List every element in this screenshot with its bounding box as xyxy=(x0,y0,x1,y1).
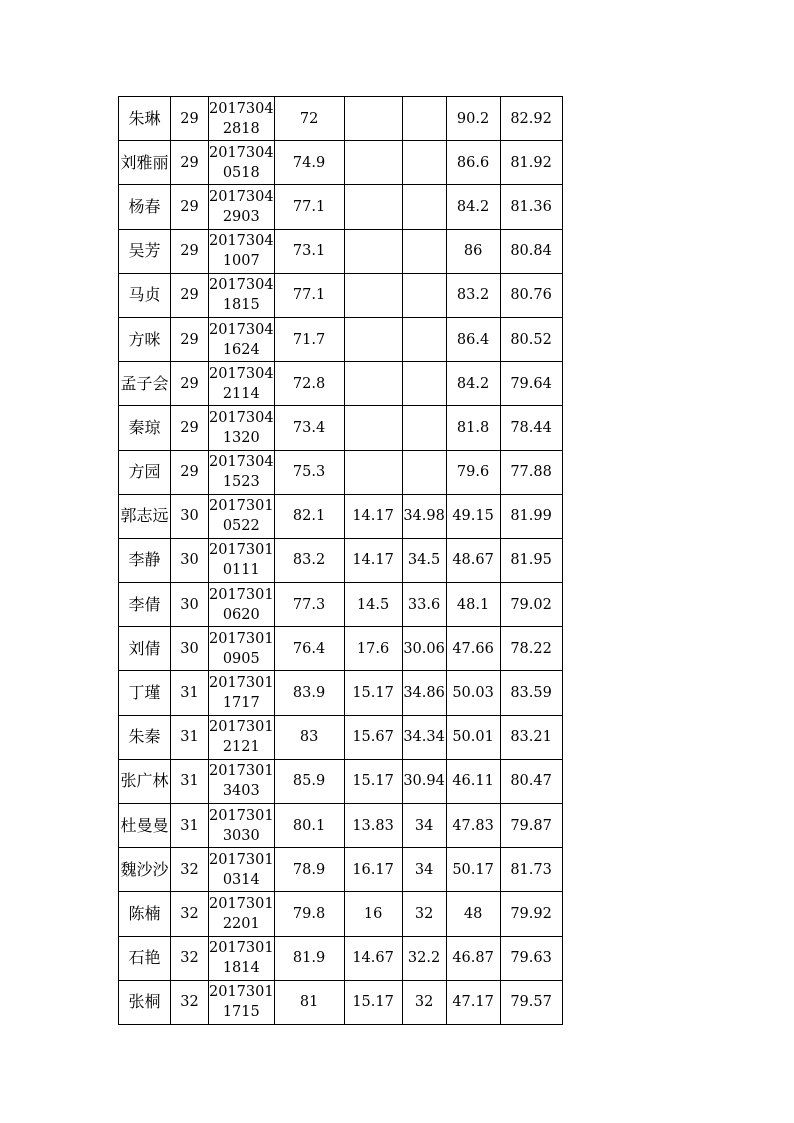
group-cell: 29 xyxy=(171,141,209,185)
table-row xyxy=(119,273,563,317)
name-cell: 陈楠 xyxy=(119,892,171,936)
interview-score-cell: 50.01 xyxy=(446,715,500,759)
sub-score-a-cell: 15.17 xyxy=(344,671,402,715)
sub-score-a-cell xyxy=(344,141,402,185)
interview-score-cell: 47.66 xyxy=(446,627,500,671)
candidate-id-part: 1320 xyxy=(222,429,260,446)
name-cell: 秦琼 xyxy=(119,406,171,450)
sub-score-a-cell: 14.5 xyxy=(344,583,402,627)
group-cell: 32 xyxy=(171,892,209,936)
table-row xyxy=(119,804,563,848)
candidate-id-part: 3403 xyxy=(222,783,260,800)
total-score-cell: 83.59 xyxy=(500,671,562,715)
written-score-cell: 80.1 xyxy=(274,804,344,848)
group-cell: 30 xyxy=(171,538,209,582)
candidate-id-part: 2017304 xyxy=(209,321,274,338)
name-cell: 魏沙沙 xyxy=(119,848,171,892)
interview-score-cell: 48.67 xyxy=(446,538,500,582)
total-score-cell: 80.76 xyxy=(500,273,562,317)
sub-score-b-cell xyxy=(402,229,446,273)
written-score-cell: 78.9 xyxy=(274,848,344,892)
candidate-id-part: 0522 xyxy=(222,518,260,535)
candidate-id-part: 2017304 xyxy=(209,409,274,426)
group-cell: 31 xyxy=(171,759,209,803)
name-cell: 刘倩 xyxy=(119,627,171,671)
table-row xyxy=(119,494,563,538)
table-row xyxy=(119,936,563,980)
candidate-id-cell xyxy=(209,848,275,892)
candidate-id-cell xyxy=(209,538,275,582)
candidate-id-part: 2017304 xyxy=(209,277,274,294)
table-row xyxy=(119,538,563,582)
candidate-id-part: 2017301 xyxy=(209,807,274,824)
name-cell: 李倩 xyxy=(119,583,171,627)
candidate-id-cell xyxy=(209,273,275,317)
group-cell: 32 xyxy=(171,980,209,1024)
sub-score-a-cell xyxy=(344,97,402,141)
group-cell: 29 xyxy=(171,185,209,229)
candidate-id-part: 2121 xyxy=(222,739,260,756)
candidate-id-part: 1815 xyxy=(222,297,260,314)
candidate-id-part: 1007 xyxy=(222,253,260,270)
candidate-id-part: 2903 xyxy=(222,208,260,225)
candidate-id-part: 1814 xyxy=(222,960,260,977)
table-row xyxy=(119,229,563,273)
interview-score-cell: 84.2 xyxy=(446,185,500,229)
table-row xyxy=(119,583,563,627)
table-row xyxy=(119,848,563,892)
candidate-id-part: 2017301 xyxy=(209,763,274,780)
interview-score-cell: 83.2 xyxy=(446,273,500,317)
name-cell: 李静 xyxy=(119,538,171,582)
score-table xyxy=(118,96,563,1025)
sub-score-a-cell xyxy=(344,317,402,361)
sub-score-a-cell: 14.17 xyxy=(344,494,402,538)
sub-score-a-cell xyxy=(344,185,402,229)
interview-score-cell: 46.11 xyxy=(446,759,500,803)
sub-score-b-cell: 34.86 xyxy=(402,671,446,715)
table-row xyxy=(119,406,563,450)
name-cell: 丁瑾 xyxy=(119,671,171,715)
name-cell: 杨春 xyxy=(119,185,171,229)
sub-score-b-cell xyxy=(402,406,446,450)
candidate-id-part: 0620 xyxy=(222,606,260,623)
table-row xyxy=(119,759,563,803)
name-cell: 张桐 xyxy=(119,980,171,1024)
total-score-cell: 78.22 xyxy=(500,627,562,671)
written-score-cell: 75.3 xyxy=(274,450,344,494)
candidate-id-cell xyxy=(209,980,275,1024)
candidate-id-part: 2017301 xyxy=(209,851,274,868)
candidate-id-cell xyxy=(209,185,275,229)
name-cell: 石艳 xyxy=(119,936,171,980)
written-score-cell: 83.9 xyxy=(274,671,344,715)
sub-score-a-cell xyxy=(344,406,402,450)
name-cell: 朱秦 xyxy=(119,715,171,759)
written-score-cell: 77.1 xyxy=(274,273,344,317)
total-score-cell: 80.84 xyxy=(500,229,562,273)
interview-score-cell: 79.6 xyxy=(446,450,500,494)
sub-score-b-cell: 34.98 xyxy=(402,494,446,538)
candidate-id-part: 2017301 xyxy=(209,940,274,957)
candidate-id-part: 1523 xyxy=(222,474,260,491)
candidate-id-cell xyxy=(209,936,275,980)
group-cell: 29 xyxy=(171,450,209,494)
name-cell: 方咪 xyxy=(119,317,171,361)
candidate-id-part: 2201 xyxy=(222,915,260,932)
sub-score-b-cell: 34 xyxy=(402,804,446,848)
sub-score-a-cell xyxy=(344,273,402,317)
group-cell: 30 xyxy=(171,583,209,627)
interview-score-cell: 86.4 xyxy=(446,317,500,361)
sub-score-b-cell xyxy=(402,185,446,229)
name-cell: 刘雅丽 xyxy=(119,141,171,185)
sub-score-a-cell: 15.17 xyxy=(344,759,402,803)
name-cell: 吴芳 xyxy=(119,229,171,273)
candidate-id-cell xyxy=(209,715,275,759)
sub-score-b-cell xyxy=(402,97,446,141)
name-cell: 方园 xyxy=(119,450,171,494)
group-cell: 31 xyxy=(171,715,209,759)
table-row xyxy=(119,892,563,936)
interview-score-cell: 47.83 xyxy=(446,804,500,848)
candidate-id-cell xyxy=(209,583,275,627)
group-cell: 29 xyxy=(171,229,209,273)
sub-score-b-cell: 32.2 xyxy=(402,936,446,980)
sub-score-b-cell xyxy=(402,317,446,361)
name-cell: 孟子会 xyxy=(119,362,171,406)
candidate-id-cell xyxy=(209,494,275,538)
total-score-cell: 81.95 xyxy=(500,538,562,582)
candidate-id-part: 2017301 xyxy=(209,542,274,559)
group-cell: 31 xyxy=(171,671,209,715)
candidate-id-cell xyxy=(209,671,275,715)
sub-score-a-cell: 14.17 xyxy=(344,538,402,582)
table-row xyxy=(119,715,563,759)
sub-score-b-cell: 34 xyxy=(402,848,446,892)
total-score-cell: 79.63 xyxy=(500,936,562,980)
total-score-cell: 79.02 xyxy=(500,583,562,627)
total-score-cell: 81.99 xyxy=(500,494,562,538)
table-row xyxy=(119,627,563,671)
sub-score-b-cell: 30.06 xyxy=(402,627,446,671)
table-row xyxy=(119,450,563,494)
written-score-cell: 81 xyxy=(274,980,344,1024)
sub-score-a-cell: 17.6 xyxy=(344,627,402,671)
name-cell: 郭志远 xyxy=(119,494,171,538)
sub-score-b-cell: 34.34 xyxy=(402,715,446,759)
written-score-cell: 85.9 xyxy=(274,759,344,803)
sub-score-b-cell: 30.94 xyxy=(402,759,446,803)
written-score-cell: 76.4 xyxy=(274,627,344,671)
written-score-cell: 71.7 xyxy=(274,317,344,361)
group-cell: 32 xyxy=(171,848,209,892)
candidate-id-part: 3030 xyxy=(222,827,260,844)
candidate-id-cell xyxy=(209,362,275,406)
candidate-id-part: 1717 xyxy=(222,695,260,712)
sub-score-a-cell: 13.83 xyxy=(344,804,402,848)
sub-score-b-cell xyxy=(402,141,446,185)
written-score-cell: 73.1 xyxy=(274,229,344,273)
interview-score-cell: 86.6 xyxy=(446,141,500,185)
candidate-id-part: 2017304 xyxy=(209,188,274,205)
table-row xyxy=(119,97,563,141)
written-score-cell: 79.8 xyxy=(274,892,344,936)
candidate-id-cell xyxy=(209,406,275,450)
table-row xyxy=(119,362,563,406)
total-score-cell: 79.64 xyxy=(500,362,562,406)
candidate-id-part: 0314 xyxy=(222,871,260,888)
candidate-id-cell xyxy=(209,317,275,361)
candidate-id-part: 2017304 xyxy=(209,365,274,382)
sub-score-b-cell: 32 xyxy=(402,980,446,1024)
written-score-cell: 81.9 xyxy=(274,936,344,980)
group-cell: 29 xyxy=(171,97,209,141)
candidate-id-part: 0905 xyxy=(222,650,260,667)
table-row xyxy=(119,671,563,715)
total-score-cell: 80.47 xyxy=(500,759,562,803)
sub-score-a-cell: 14.67 xyxy=(344,936,402,980)
candidate-id-part: 2017304 xyxy=(209,233,274,250)
interview-score-cell: 81.8 xyxy=(446,406,500,450)
total-score-cell: 81.92 xyxy=(500,141,562,185)
written-score-cell: 72.8 xyxy=(274,362,344,406)
written-score-cell: 77.3 xyxy=(274,583,344,627)
table-row xyxy=(119,980,563,1024)
total-score-cell: 79.92 xyxy=(500,892,562,936)
sub-score-a-cell: 15.17 xyxy=(344,980,402,1024)
candidate-id-cell xyxy=(209,804,275,848)
sub-score-a-cell xyxy=(344,450,402,494)
group-cell: 30 xyxy=(171,627,209,671)
candidate-id-part: 2017301 xyxy=(209,498,274,515)
candidate-id-part: 2017301 xyxy=(209,895,274,912)
written-score-cell: 82.1 xyxy=(274,494,344,538)
sub-score-a-cell: 16 xyxy=(344,892,402,936)
table-row xyxy=(119,317,563,361)
table-row xyxy=(119,141,563,185)
sub-score-a-cell: 15.67 xyxy=(344,715,402,759)
interview-score-cell: 84.2 xyxy=(446,362,500,406)
candidate-id-cell xyxy=(209,97,275,141)
sub-score-b-cell: 32 xyxy=(402,892,446,936)
total-score-cell: 79.57 xyxy=(500,980,562,1024)
candidate-id-part: 2114 xyxy=(222,385,260,402)
interview-score-cell: 47.17 xyxy=(446,980,500,1024)
candidate-id-part: 2017304 xyxy=(209,100,274,117)
interview-score-cell: 50.17 xyxy=(446,848,500,892)
written-score-cell: 83 xyxy=(274,715,344,759)
interview-score-cell: 50.03 xyxy=(446,671,500,715)
candidate-id-part: 2017301 xyxy=(209,586,274,603)
group-cell: 29 xyxy=(171,317,209,361)
sub-score-b-cell xyxy=(402,273,446,317)
candidate-id-cell xyxy=(209,141,275,185)
group-cell: 31 xyxy=(171,804,209,848)
name-cell: 马贞 xyxy=(119,273,171,317)
candidate-id-part: 2017304 xyxy=(209,454,274,471)
candidate-id-part: 2017301 xyxy=(209,675,274,692)
candidate-id-part: 0518 xyxy=(222,164,260,181)
total-score-cell: 80.52 xyxy=(500,317,562,361)
candidate-id-part: 2017301 xyxy=(209,630,274,647)
candidate-id-part: 2818 xyxy=(222,120,260,137)
written-score-cell: 77.1 xyxy=(274,185,344,229)
group-cell: 29 xyxy=(171,406,209,450)
candidate-id-part: 2017304 xyxy=(209,144,274,161)
candidate-id-part: 2017301 xyxy=(209,719,274,736)
interview-score-cell: 90.2 xyxy=(446,97,500,141)
table-body xyxy=(119,97,563,1025)
written-score-cell: 74.9 xyxy=(274,141,344,185)
total-score-cell: 81.36 xyxy=(500,185,562,229)
name-cell: 杜曼曼 xyxy=(119,804,171,848)
interview-score-cell: 48 xyxy=(446,892,500,936)
interview-score-cell: 48.1 xyxy=(446,583,500,627)
sub-score-a-cell xyxy=(344,362,402,406)
sub-score-b-cell: 34.5 xyxy=(402,538,446,582)
candidate-id-cell xyxy=(209,627,275,671)
group-cell: 32 xyxy=(171,936,209,980)
total-score-cell: 79.87 xyxy=(500,804,562,848)
candidate-id-part: 1624 xyxy=(222,341,260,358)
written-score-cell: 73.4 xyxy=(274,406,344,450)
written-score-cell: 72 xyxy=(274,97,344,141)
total-score-cell: 83.21 xyxy=(500,715,562,759)
written-score-cell: 83.2 xyxy=(274,538,344,582)
name-cell: 朱琳 xyxy=(119,97,171,141)
sub-score-b-cell: 33.6 xyxy=(402,583,446,627)
interview-score-cell: 46.87 xyxy=(446,936,500,980)
interview-score-cell: 49.15 xyxy=(446,494,500,538)
table-row xyxy=(119,185,563,229)
candidate-id-cell xyxy=(209,759,275,803)
group-cell: 29 xyxy=(171,362,209,406)
sub-score-b-cell xyxy=(402,362,446,406)
sub-score-a-cell xyxy=(344,229,402,273)
candidate-id-part: 0111 xyxy=(222,562,260,579)
candidate-id-cell xyxy=(209,450,275,494)
candidate-id-cell xyxy=(209,892,275,936)
sub-score-b-cell xyxy=(402,450,446,494)
interview-score-cell: 86 xyxy=(446,229,500,273)
total-score-cell: 81.73 xyxy=(500,848,562,892)
group-cell: 30 xyxy=(171,494,209,538)
group-cell: 29 xyxy=(171,273,209,317)
name-cell: 张广林 xyxy=(119,759,171,803)
candidate-id-part: 2017301 xyxy=(209,984,274,1001)
candidate-id-part: 1715 xyxy=(222,1004,260,1021)
total-score-cell: 77.88 xyxy=(500,450,562,494)
total-score-cell: 78.44 xyxy=(500,406,562,450)
candidate-id-cell xyxy=(209,229,275,273)
total-score-cell: 82.92 xyxy=(500,97,562,141)
sub-score-a-cell: 16.17 xyxy=(344,848,402,892)
